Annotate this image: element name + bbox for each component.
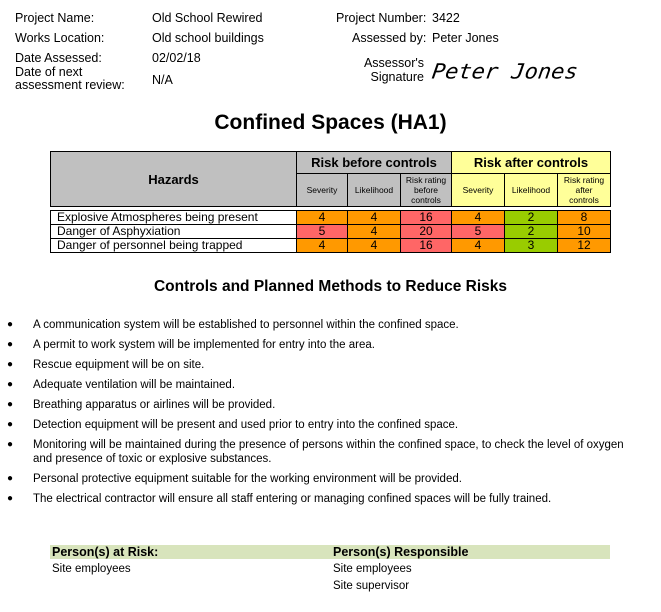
next-review-value: N/A	[152, 73, 173, 87]
page-title: Confined Spaces (HA1)	[214, 111, 447, 134]
severity-before-cell: 4	[297, 211, 348, 225]
control-text: Personal protective equipment suitable for the working environment will be provided.	[33, 473, 462, 485]
likelihood-after-cell: 2	[505, 211, 558, 225]
rating-before-header	[401, 174, 452, 207]
rating-after-l3: controls	[569, 195, 599, 205]
likelihood-before-cell: 4	[348, 225, 401, 239]
controls-title: Controls and Planned Methods to Reduce Risks	[153, 278, 508, 295]
list-item	[0, 398, 661, 412]
rating-after-l1: Risk rating	[563, 175, 605, 185]
bullet-icon: ●	[7, 399, 14, 410]
bullet-icon: ●	[7, 379, 14, 390]
likelihood-after-cell: 3	[505, 239, 558, 253]
signature-label-line2: Signature	[370, 70, 424, 84]
person-responsible: Site supervisor	[333, 580, 410, 592]
control-text: The electrical contractor will ensure all staff entering or managing confined spaces will be fully trained.	[33, 493, 552, 505]
person-responsible: Site employees	[333, 563, 412, 575]
control-text: Breathing apparatus or airlines will be provided.	[33, 399, 276, 411]
bullet-icon: ●	[7, 439, 14, 450]
list-item	[0, 318, 661, 332]
date-assessed-label: Date Assessed:	[15, 51, 102, 65]
severity-before-cell: 4	[297, 239, 348, 253]
list-item	[0, 492, 661, 506]
bullet-icon: ●	[7, 319, 14, 330]
assessed-by-value: Peter Jones	[432, 31, 499, 45]
likelihood-before-header: Likelihood	[348, 174, 401, 207]
persons-responsible-header: Person(s) Responsible	[333, 545, 469, 559]
controls-list	[0, 318, 661, 512]
assessed-by-label: Assessed by:	[352, 31, 427, 45]
likelihood-before-cell: 4	[348, 239, 401, 253]
rating-before-cell: 16	[401, 239, 452, 253]
project-number-label: Project Number:	[336, 11, 427, 25]
bullet-icon: ●	[7, 419, 14, 430]
list-item	[0, 358, 661, 372]
rating-before-cell: 16	[401, 211, 452, 225]
risk-table	[50, 151, 611, 253]
bullet-icon: ●	[7, 473, 14, 484]
project-name-label: Project Name:	[15, 11, 95, 25]
rating-after-cell: 10	[558, 225, 611, 239]
next-review-label-line2: assessment review:	[15, 78, 125, 92]
person-at-risk: Site employees	[52, 563, 131, 575]
hazards-header: Hazards	[51, 152, 297, 207]
control-text: Rescue equipment will be on site.	[33, 359, 205, 371]
severity-after-cell: 4	[452, 239, 505, 253]
severity-after-header: Severity	[452, 174, 505, 207]
control-text-continued: and presence of toxic or explosive substances.	[33, 453, 272, 465]
bullet-icon: ●	[7, 359, 14, 370]
rating-before-l3: controls	[411, 195, 441, 205]
risk-after-header: Risk after controls	[452, 152, 611, 174]
rating-before-l1: Risk rating	[405, 175, 447, 185]
next-review-label-line1: Date of next	[15, 65, 83, 79]
list-item	[0, 378, 661, 392]
table-row	[51, 225, 611, 239]
signature-label-line1: Assessor's	[363, 56, 424, 70]
likelihood-after-cell: 2	[505, 225, 558, 239]
works-location-value: Old school buildings	[152, 31, 264, 45]
list-item	[0, 438, 661, 466]
assessor-signature: Peter Jones	[430, 60, 580, 85]
severity-after-cell: 4	[452, 211, 505, 225]
severity-after-cell: 5	[452, 225, 505, 239]
control-text: Adequate ventilation will be maintained.	[33, 379, 236, 391]
rating-before-cell: 20	[401, 225, 452, 239]
list-item	[0, 472, 661, 486]
persons-at-risk-header: Person(s) at Risk:	[52, 545, 159, 559]
likelihood-before-cell: 4	[348, 211, 401, 225]
date-assessed-value: 02/02/18	[152, 51, 201, 65]
table-row	[51, 239, 611, 253]
works-location-label: Works Location:	[15, 31, 105, 45]
bullet-icon: ●	[7, 339, 14, 350]
rating-before-l2: before	[413, 185, 439, 195]
control-text: Monitoring will be maintained during the presence of persons within the confined space, to check the level of oxygen	[33, 439, 624, 451]
project-name-value: Old School Rewired	[152, 11, 263, 25]
bullet-icon: ●	[7, 493, 14, 504]
hazard-cell: Danger of personnel being trapped	[51, 239, 297, 253]
rating-after-header	[558, 174, 611, 207]
hazard-cell: Danger of Asphyxiation	[51, 225, 297, 239]
rating-after-l2: after	[575, 185, 593, 195]
project-number-value: 3422	[432, 11, 460, 25]
severity-before-cell: 5	[297, 225, 348, 239]
likelihood-after-header: Likelihood	[505, 174, 558, 207]
control-text: A communication system will be established to personnel within the confined space.	[33, 319, 459, 331]
rating-after-cell: 8	[558, 211, 611, 225]
severity-before-header: Severity	[297, 174, 348, 207]
rating-after-cell: 12	[558, 239, 611, 253]
table-row	[51, 211, 611, 225]
hazard-cell: Explosive Atmospheres being present	[51, 211, 297, 225]
signature-label	[0, 56, 424, 84]
list-item	[0, 418, 661, 432]
risk-before-header: Risk before controls	[297, 152, 452, 174]
control-text: A permit to work system will be implemented for entry into the area.	[33, 339, 375, 351]
control-text: Detection equipment will be present and used prior to entry into the confined space.	[33, 419, 459, 431]
list-item	[0, 338, 661, 352]
